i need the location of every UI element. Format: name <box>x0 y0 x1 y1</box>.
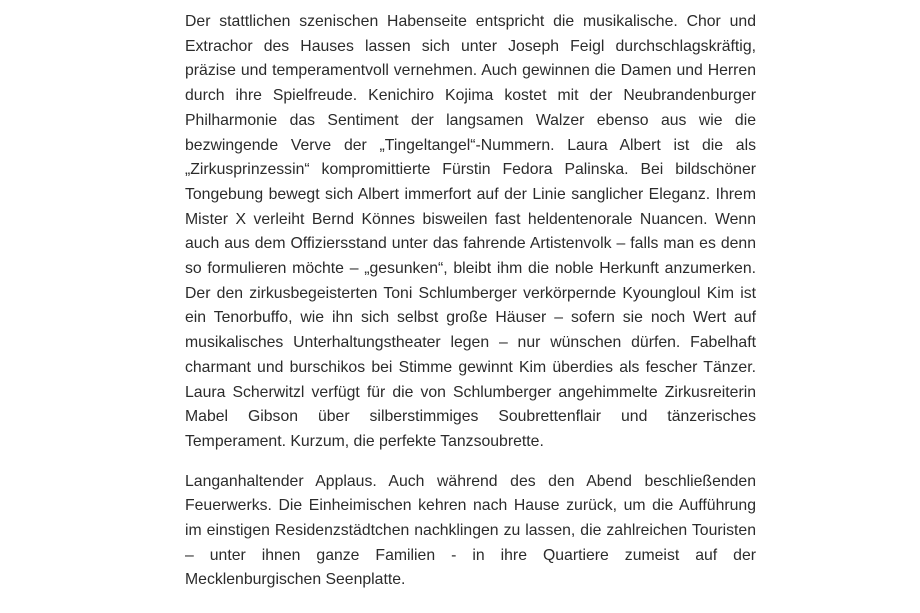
article-paragraph: Der stattlichen szenischen Habenseite entspricht die musikalische. Chor und Extrachor des Hauses lassen sich unter Joseph Feigl durchschlagskräftig, präzise und temperamentvoll vernehmen. Auch gewinnen die Damen und Herren durch ihre Spielfreude. Kenichiro Kojima kostet mit der Neubrandenburger Philharmonie das Sentiment der langsamen Walzer ebenso aus wie die bezwingende Verve der „Tingeltangel“-Nummern. Laura Albert ist die als „Zirkusprinzessin“ kompromittierte Fürstin Fedora Palinska. Bei bildschöner Tongebung bewegt sich Albert immerfort auf der Linie sanglicher Eleganz. Ihrem Mister X verleiht Bernd Könnes bisweilen fast heldentenorale Nuancen. Wenn auch aus dem Offiziersstand unter das fahrende Artistenvolk – falls man es denn so formulieren möchte – „gesunken“, bleibt ihm die noble Herkunft anzumerken. Der den zirkusbegeisterten Toni Schlumberger verkörpernde Kyoungloul Kim ist ein Tenorbuffo, wie ihn sich selbst große Häuser – sofern sie noch Wert auf musikalisches Unterhaltungstheater legen – nur wünschen dürfen. Fabelhaft charmant und burschikos bei Stimme gewinnt Kim überdies als fescher Tänzer. Laura Scherwitzl verfügt für die von Schlumberger angehimmelte Zirkusreiterin Mabel Gibson über silberstimmiges Soubrettenflair und tänzerisches Temperament. Kurzum, die perfekte Tanzsoubrette. <box>185 13 756 450</box>
article-paragraph: Langanhaltender Applaus. Auch während des den Abend beschließenden Feuerwerks. Die Einheimischen kehren nach Hause zurück, um die Aufführung im einstigen Residenzstädtchen nachklingen zu lassen, die zahlreichen Touristen – unter ihnen ganze Familien - in ihre Quartiere zumeist auf der Mecklenburgischen Seenplatte. <box>185 472 756 589</box>
article-body <box>185 10 756 608</box>
